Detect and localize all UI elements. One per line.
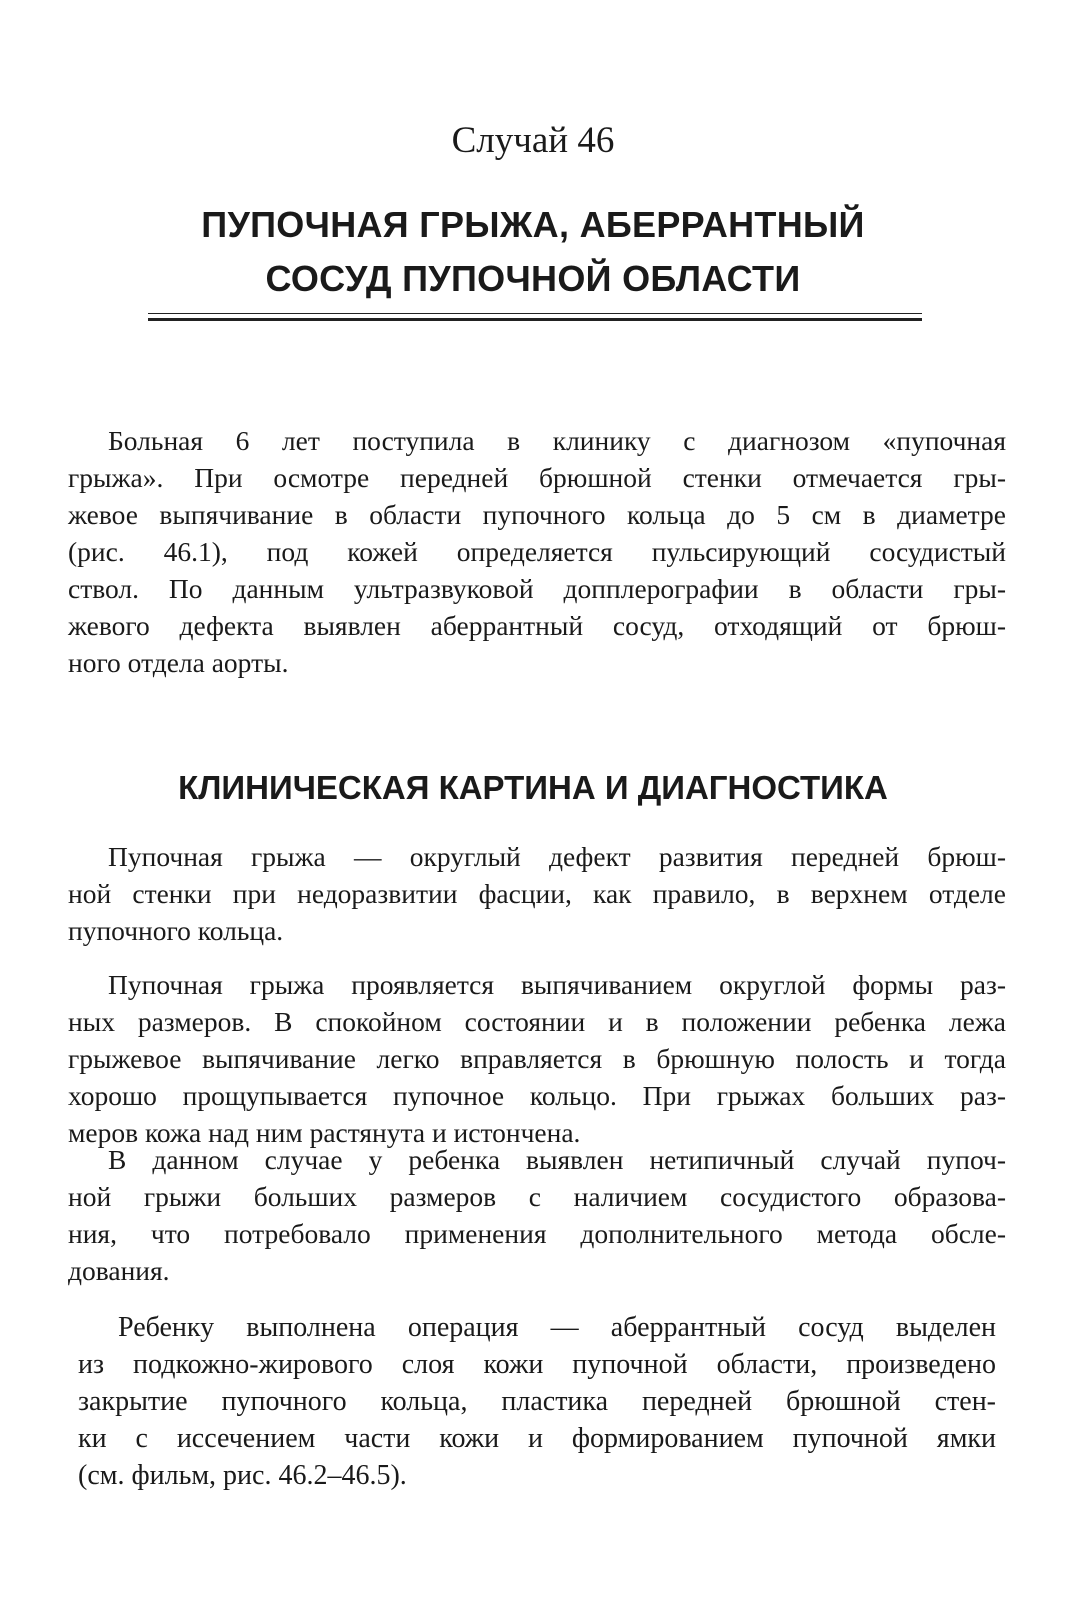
- text-line: хорошо прощупывается пупочное кольцо. При грыжах больших раз-: [68, 1080, 1006, 1111]
- text-line: (рис. 46.1), под кожей определяется пульсирующий сосудистый: [68, 536, 1006, 567]
- manifestation-paragraph: [68, 966, 1006, 1151]
- text-line: из подкожно-жирового слоя кожи пупочной области, произведено: [78, 1349, 996, 1380]
- text-line: Больная 6 лет поступила в клинику с диагнозом «пупочная: [108, 425, 1006, 456]
- title-divider-thin: [148, 313, 922, 314]
- text-line: жевое выпячивание в области пупочного кольца до 5 см в диаметре: [68, 499, 1006, 530]
- case-paragraph: [68, 1141, 1006, 1289]
- text-line: Пупочная грыжа проявляется выпячиванием округлой формы раз-: [108, 969, 1006, 1000]
- text-line: жевого дефекта выявлен аберрантный сосуд, отходящий от брюш-: [68, 610, 1006, 641]
- text-line: ного отдела аорты.: [68, 647, 289, 678]
- text-line: закрытие пупочного кольца, пластика передней брюшной стен-: [78, 1386, 996, 1417]
- chapter-title: [0, 198, 1066, 306]
- chapter-title-line-1: ПУПОЧНАЯ ГРЫЖА, АБЕРРАНТНЫЙ: [201, 204, 865, 245]
- text-line: ния, что потребовало применения дополнительного метода обсле-: [68, 1218, 1006, 1249]
- text-line: Пупочная грыжа — округлый дефект развития передней брюш-: [108, 841, 1006, 872]
- operation-paragraph: [78, 1309, 996, 1494]
- text-line: грыжевое выпячивание легко вправляется в брюшную полость и тогда: [68, 1043, 1006, 1074]
- text-line: ной грыжи больших размеров с наличием сосудистого образова-: [68, 1181, 1006, 1212]
- case-number: Случай 46: [451, 120, 615, 161]
- text-line: ной стенки при недоразвитии фасции, как правило, в верхнем отделе: [68, 878, 1006, 909]
- text-line: пупочного кольца.: [68, 915, 284, 946]
- text-line: дования.: [68, 1255, 170, 1286]
- section-heading: КЛИНИЧЕСКАЯ КАРТИНА И ДИАГНОСТИКА: [178, 769, 888, 806]
- title-divider-thick: [148, 318, 922, 321]
- text-line: ки с иссечением части кожи и формированием пупочной ямки: [78, 1423, 996, 1454]
- definition-paragraph: [68, 838, 1006, 949]
- text-line: В данном случае у ребенка выявлен нетипичный случай пупоч-: [108, 1144, 1006, 1175]
- text-line: ных размеров. В спокойном состоянии и в положении ребенка лежа: [68, 1006, 1006, 1037]
- text-line: меров кожа над ним растянута и истончена.: [68, 1117, 581, 1148]
- text-line: ствол. По данным ультразвуковой допплерографии в области гры-: [68, 573, 1006, 604]
- text-line: грыжа». При осмотре передней брюшной стенки отмечается гры-: [68, 462, 1006, 493]
- intro-paragraph: [68, 422, 1006, 681]
- chapter-title-line-2: СОСУД ПУПОЧНОЙ ОБЛАСТИ: [265, 258, 801, 299]
- text-line: Ребенку выполнена операция — аберрантный сосуд выделен: [118, 1312, 996, 1343]
- text-line: (см. фильм, рис. 46.2–46.5).: [78, 1460, 407, 1491]
